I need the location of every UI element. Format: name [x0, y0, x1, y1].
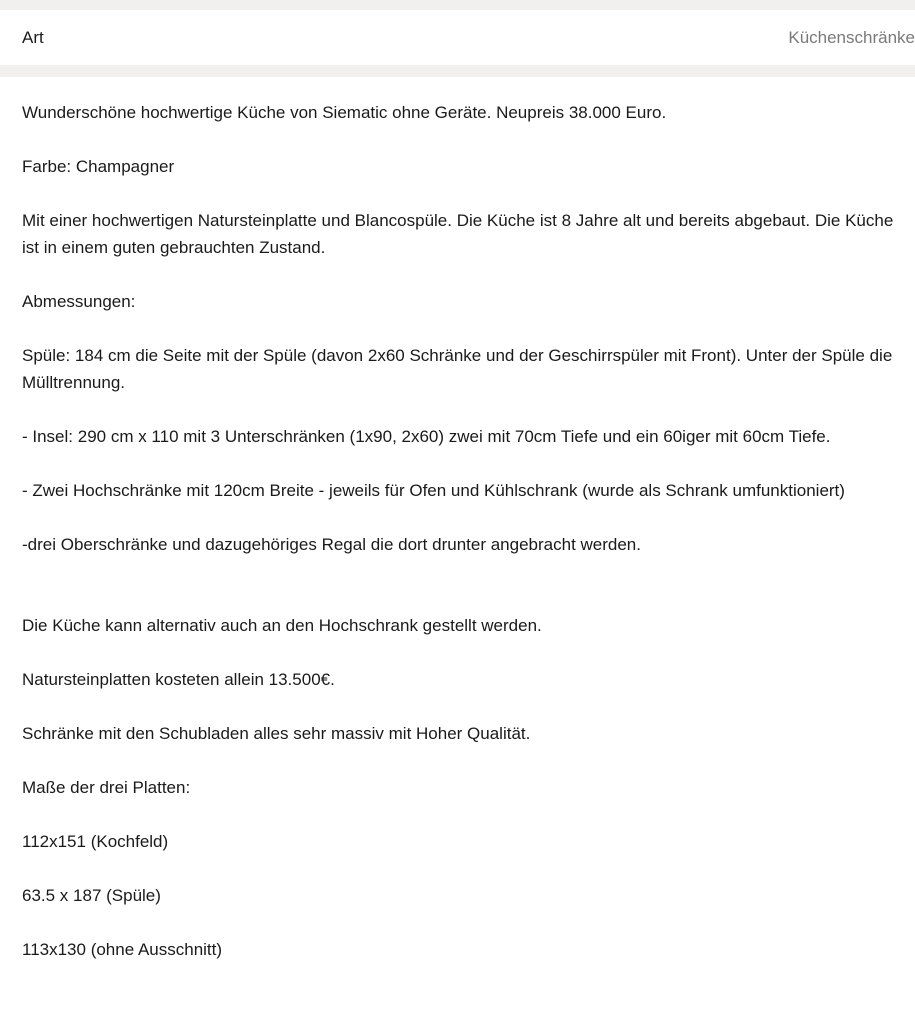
top-divider: [0, 0, 915, 10]
description-paragraph: Mit einer hochwertigen Natursteinplatte und Blancospüle. Die Küche ist 8 Jahre alt und bereits abgebaut. Die Küche ist in einem guten gebrauchten Zustand.: [22, 211, 894, 257]
description-paragraph: Natursteinplatten kosteten allein 13.500€.: [22, 670, 335, 689]
description-paragraph: Schränke mit den Schubladen alles sehr massiv mit Hoher Qualität.: [22, 724, 531, 743]
description-paragraph: Wunderschöne hochwertige Küche von Siematic ohne Geräte. Neupreis 38.000 Euro.: [22, 103, 667, 122]
description-paragraph: -drei Oberschränke und dazugehöriges Regal die dort drunter angebracht werden.: [22, 535, 641, 554]
description-paragraph: 113x130 (ohne Ausschnitt): [22, 940, 223, 959]
description-paragraph: Die Küche kann alternativ auch an den Hochschrank gestellt werden.: [22, 616, 542, 635]
section-divider: [0, 65, 915, 77]
attribute-row-type: [0, 10, 915, 65]
attribute-value: Küchenschränke: [788, 27, 915, 47]
attribute-label: Art: [22, 27, 44, 47]
description-paragraph: 63.5 x 187 (Spüle): [22, 886, 161, 905]
description-paragraph: - Insel: 290 cm x 110 mit 3 Unterschränken (1x90, 2x60) zwei mit 70cm Tiefe und ein 60iger mit 60cm Tiefe.: [22, 427, 831, 446]
description-paragraph: - Zwei Hochschränke mit 120cm Breite - jeweils für Ofen und Kühlschrank (wurde als Schrank umfunktioniert): [22, 481, 845, 500]
description-paragraph: 112x151 (Kochfeld): [22, 832, 169, 851]
description-paragraph: Maße der drei Platten:: [22, 778, 191, 797]
description-paragraph: Abmessungen:: [22, 292, 136, 311]
description-paragraph: Spüle: 184 cm die Seite mit der Spüle (davon 2x60 Schränke und der Geschirrspüler mit Front). Unter der Spüle die Mülltrennung.: [22, 346, 893, 392]
listing-description: [0, 99, 915, 963]
description-paragraph: Farbe: Champagner: [22, 157, 175, 176]
